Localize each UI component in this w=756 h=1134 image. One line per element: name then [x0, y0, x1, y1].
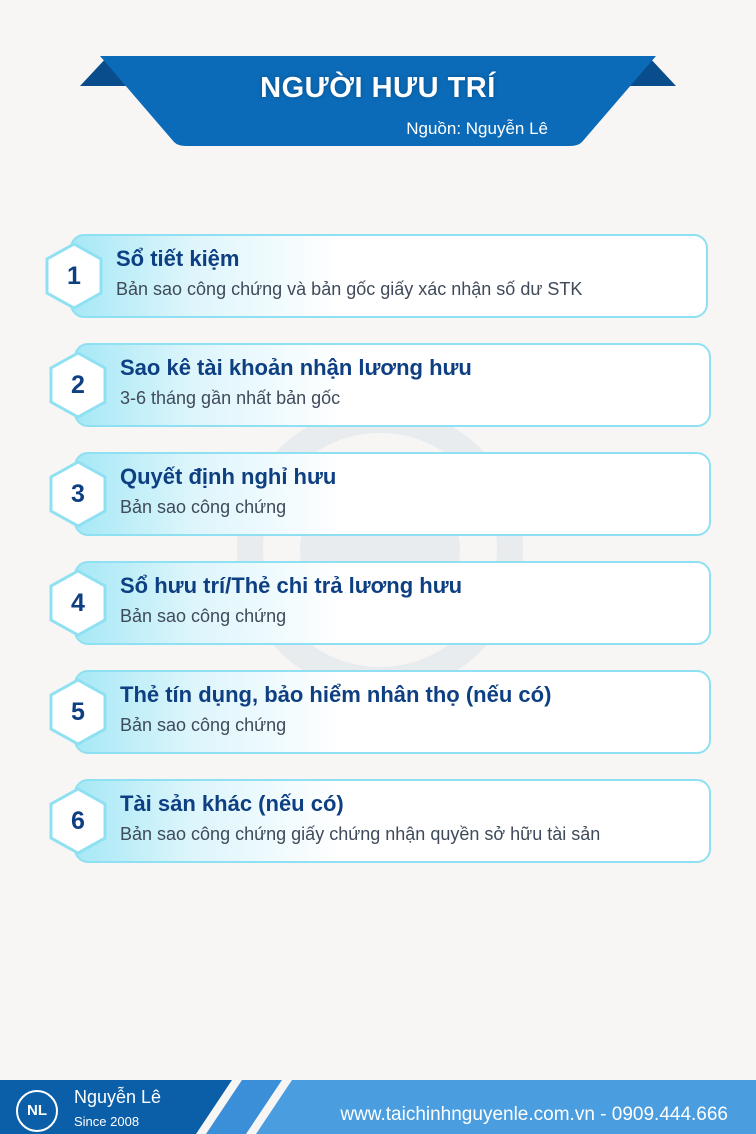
item-number: 4 [71, 589, 85, 617]
item-number: 6 [71, 807, 85, 835]
list-item [44, 234, 708, 318]
item-description: Bản sao công chứng giấy chứng nhận quyền sở hữu tài sản [120, 824, 601, 844]
item-title: Sao kê tài khoản nhận lương hưu [120, 355, 472, 380]
item-number: 5 [71, 698, 85, 726]
source-caption: Nguồn: Nguyễn Lê [406, 119, 548, 138]
brand-logo: NL [16, 1090, 58, 1132]
footer-brand-name: Nguyễn Lê [74, 1087, 162, 1107]
list-item [48, 779, 711, 863]
item-description: Bản sao công chứng [120, 715, 287, 735]
item-title: Thẻ tín dụng, bảo hiểm nhân thọ (nếu có) [120, 682, 552, 707]
footer-contact: www.taichinhnguyenle.com.vn - 0909.444.666 [340, 1104, 728, 1125]
footer-since: Since 2008 [74, 1114, 140, 1129]
item-title: Quyết định nghỉ hưu [120, 464, 337, 489]
item-number: 3 [71, 480, 85, 508]
item-number: 2 [71, 371, 85, 399]
item-title: Sổ hưu trí/Thẻ chi trả lương hưu [120, 573, 463, 598]
list-item [48, 452, 711, 536]
item-number: 1 [67, 262, 81, 290]
item-description: 3-6 tháng gần nhất bản gốc [120, 388, 341, 408]
item-description: Bản sao công chứng [120, 497, 287, 517]
item-title: Tài sản khác (nếu có) [120, 791, 344, 816]
item-description: Bản sao công chứng và bản gốc giấy xác nhận số dư STK [116, 279, 583, 299]
item-description: Bản sao công chứng [120, 606, 287, 626]
item-title: Sổ tiết kiệm [116, 246, 240, 271]
watermark-logo [230, 400, 530, 700]
page-title: NGƯỜI HƯU TRÍ [260, 72, 496, 104]
list-item [48, 343, 711, 427]
list-item [48, 670, 711, 754]
list-item [48, 561, 711, 645]
